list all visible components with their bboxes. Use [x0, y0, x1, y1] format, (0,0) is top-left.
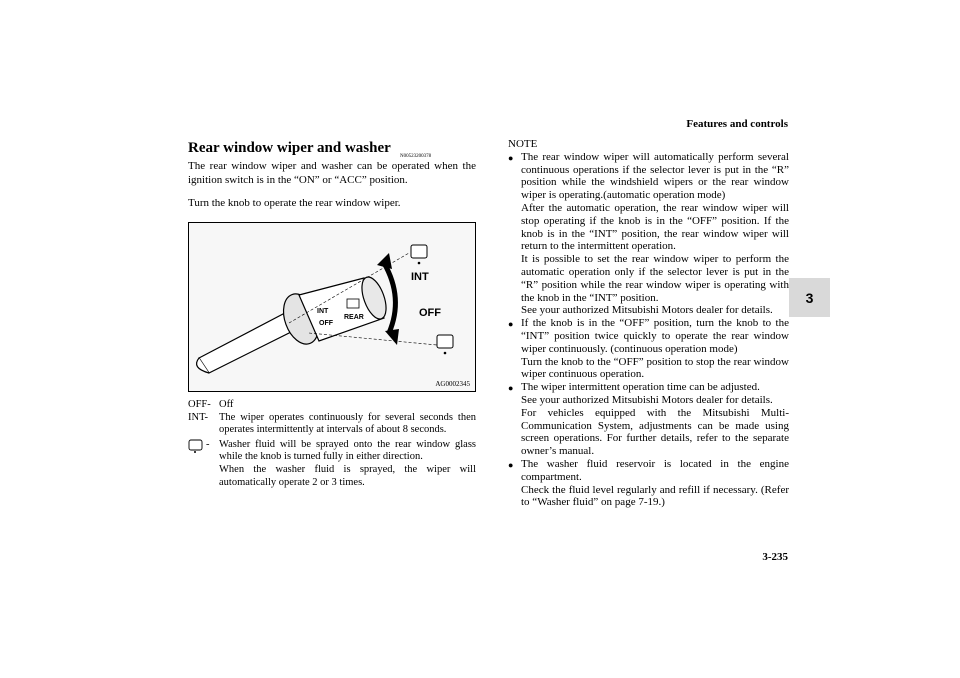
- intro-paragraph: The rear window wiper and washer can be operated when the ignition switch is in the “ON” or “ACC” position.: [188, 160, 476, 186]
- instruction-paragraph: Turn the knob to operate the rear window wiper.: [188, 197, 401, 209]
- note-line: The wiper intermittent operation time can be adjusted.: [521, 381, 760, 394]
- wiper-lever-figure: [188, 222, 476, 392]
- note-line: The rear window wiper will automatically perform several continuous operations if the selector lever is put in the “R” position while the windshield wipers or the rear window wiper is operating.(automatic operation mode): [521, 150, 789, 202]
- washer-icon: [188, 439, 206, 453]
- wiper-lever-illustration: [189, 223, 475, 391]
- def-term: -: [206, 438, 210, 450]
- note-bullet: [508, 151, 789, 317]
- section-title: Rear window wiper and washer: [188, 140, 391, 156]
- definition-list: [188, 399, 476, 489]
- bullet-icon: ●: [508, 459, 514, 470]
- note-line: Check the fluid level regularly and refill if necessary. (Refer to “Washer fluid” on page 7-19.): [521, 483, 789, 509]
- fig-off-label: OFF: [419, 307, 441, 319]
- knob-rear-label: REAR: [344, 314, 364, 321]
- note-line: After the automatic operation, the rear window wiper will stop operating if the knob is in the “OFF” position. If the knob is in the “INT” position, the rear window wiper will return to the intermittent operation.: [521, 201, 789, 253]
- def-text-2: When the washer fluid is sprayed, the wiper will automatically operate 2 or 3 times.: [219, 463, 476, 488]
- chapter-tab: 3: [789, 278, 830, 317]
- def-term: OFF-: [188, 399, 211, 410]
- knob-int-label: INT: [317, 308, 329, 315]
- bullet-icon: ●: [508, 383, 514, 394]
- note-label: NOTE: [508, 138, 538, 150]
- note-bullet: [508, 317, 789, 381]
- bullet-icon: ●: [508, 152, 514, 163]
- note-line: See your authorized Mitsubishi Motors dealer for details.: [521, 393, 773, 406]
- note-section: [508, 138, 789, 509]
- note-bullet: [508, 458, 789, 509]
- def-text: Washer fluid will be sprayed onto the rear window glass while the knob is turned fully in either direction.: [219, 438, 476, 463]
- note-line: It is possible to set the rear window wiper to perform the automatic operation only if the selector lever is put in the “R” position while the rear window wiper is operating with the knob in the “INT” position.: [521, 253, 789, 304]
- note-line: The washer fluid reservoir is located in the engine compartment.: [521, 457, 789, 483]
- bullet-icon: ●: [508, 319, 514, 330]
- figure-code: AG0002345: [435, 380, 470, 388]
- def-int: [188, 412, 476, 437]
- note-bullet: [508, 381, 789, 458]
- fig-int-label: INT: [411, 271, 429, 283]
- note-line: See your authorized Mitsubishi Motors dealer for details.: [521, 304, 773, 317]
- def-text: The wiper operates continuously for several seconds then operates intermittently at intervals of about 8 seconds.: [219, 411, 476, 436]
- note-line: If the knob is in the “OFF” position, turn the knob to the “INT” position twice quickly to operate the rear window wiper continuously. (continuous operation mode): [521, 317, 789, 355]
- def-text: Off: [219, 399, 234, 410]
- def-off: [188, 399, 476, 412]
- washer-top-icon: [411, 245, 427, 264]
- note-line: Turn the knob to the “OFF” position to stop the rear window wiper continuous operation.: [521, 355, 789, 381]
- washer-bottom-icon: [437, 335, 453, 354]
- def-term: INT-: [188, 411, 209, 423]
- page-number: 3-235: [762, 551, 788, 563]
- running-header: Features and controls: [686, 118, 788, 130]
- note-line: For vehicles equipped with the Mitsubishi Multi-Communication System, adjustments can be made using screen operations. For further details, refer to the separate owner’s manual.: [521, 406, 789, 458]
- knob-off-label: OFF: [319, 320, 333, 327]
- section-code: N00523200378: [400, 154, 432, 159]
- def-washer: [188, 439, 476, 489]
